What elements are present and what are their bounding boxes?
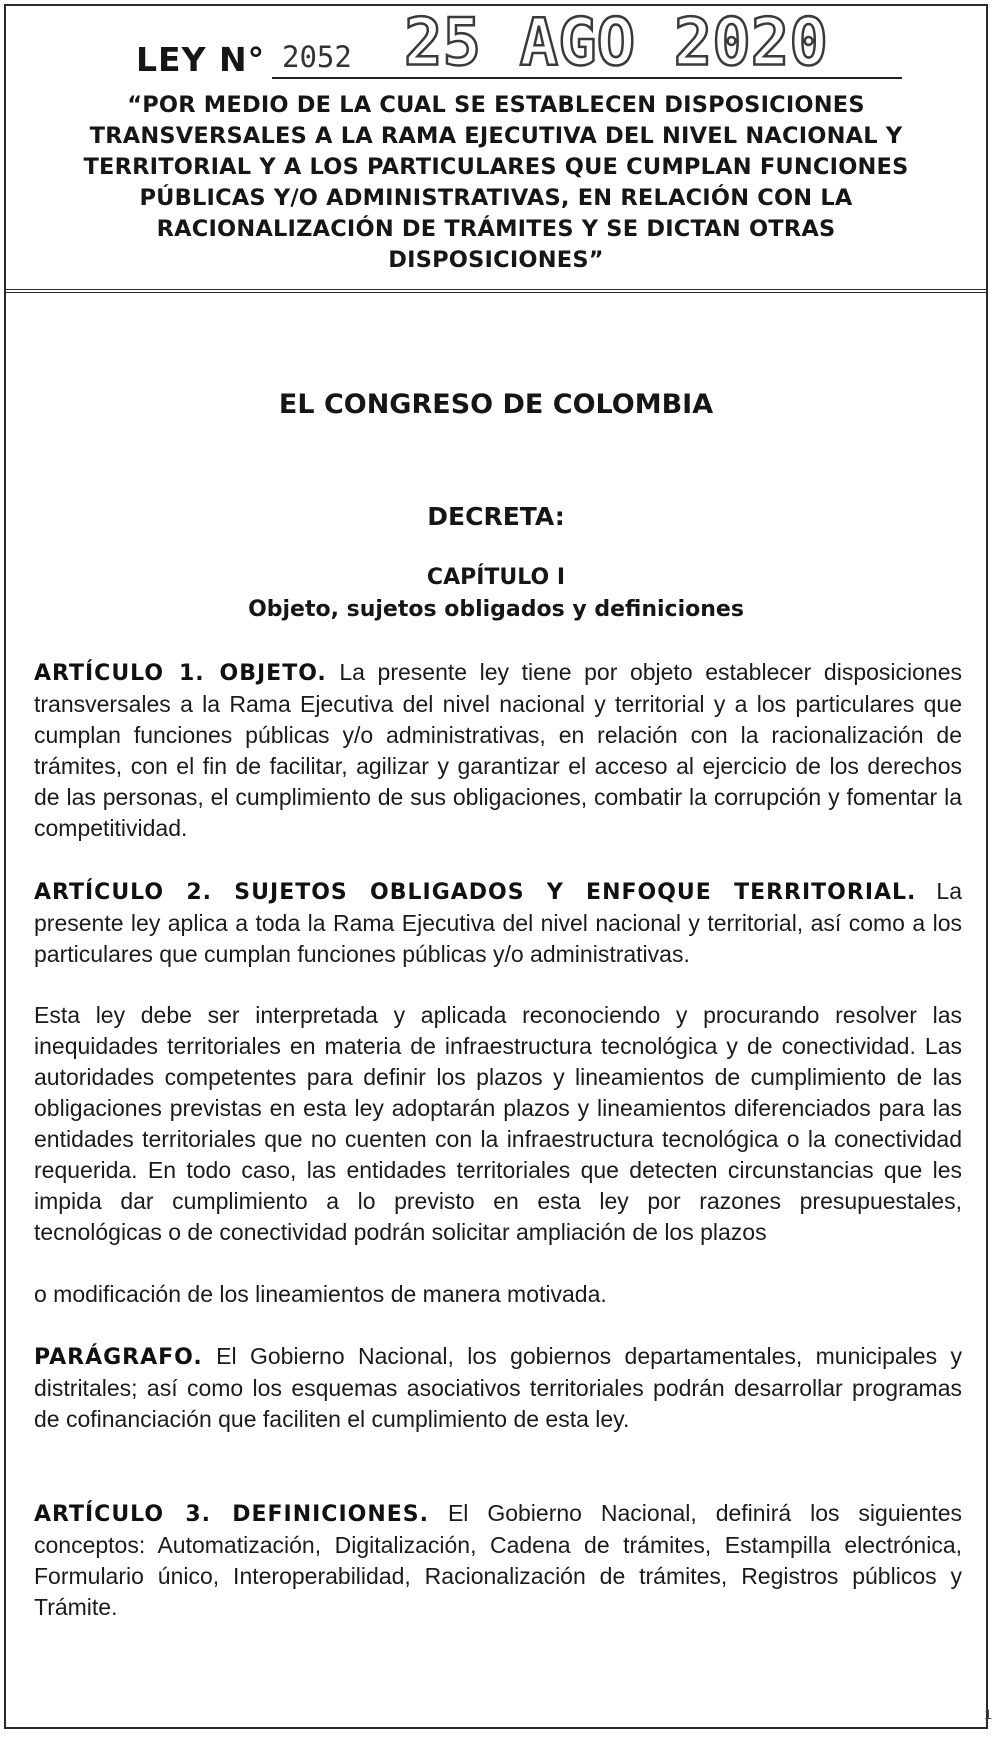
article-2-paragraph-2-continued: o modificación de los lineamientos de manera motivada.	[34, 1281, 607, 1307]
article-2	[34, 876, 962, 970]
paragraph-note-text: El Gobierno Nacional, los gobiernos departamentales, municipales y distritales; así como los esquemas asociativos territoriales podrán desarrollar programas de cofinanciación que faciliten el cumplimiento de esta ley.	[34, 1343, 962, 1432]
paragraph-note-heading: PARÁGRAFO.	[34, 1345, 203, 1370]
article-2-paragraph-2: Esta ley debe ser interpretada y aplicada reconociendo y procurando resolver las inequidades territoriales en materia de infraestructura tecnológica y de conectividad. Las autoridades competentes para definir los plazos y lineamientos de cumplimiento de las obligaciones previstas en esta ley adoptarán plazos y lineamientos diferenciados para las entidades territoriales que no cuenten con la infraestructura tecnológica o la conectividad requerida. En todo caso, las entidades territoriales que detecten circunstancias que les impida dar cumplimiento a lo previsto en esta ley por razones presupuestales, tecnológicas o de conectividad podrán solicitar ampliación de los plazos	[34, 1002, 962, 1245]
chapter-number: CAPÍTULO I	[426, 565, 566, 590]
page-number: 1	[984, 1706, 992, 1722]
article-3-text: El Gobierno Nacional, definirá los siguientes conceptos: Automatización, Digitalización, Cadena de trámites, Estampilla electrónica, Formulario único, Interoperabilidad, Racionalización de trámites, Registros públicos y Trámite.	[34, 1500, 962, 1620]
article-3	[34, 1498, 962, 1623]
law-number-line	[134, 5, 934, 81]
law-header	[6, 6, 986, 293]
law-number: 2052	[282, 40, 352, 74]
law-title: “POR MEDIO DE LA CUAL SE ESTABLECEN DISPOSICIONES TRANSVERSALES A LA RAMA EJECUTIVA DEL NIVEL NACIONAL Y TERRITORIAL Y A LOS PARTICULARES QUE CUMPLAN FUNCIONES PÚBLICAS Y/O ADMINISTRATIVAS, EN RELACIÓN CON LA RACIONALIZACIÓN DE TRÁMITES Y SE DICTAN OTRAS DISPOSICIONES”	[83, 92, 909, 273]
decree-heading: DECRETA:	[427, 502, 565, 531]
page-frame	[4, 4, 988, 1729]
chapter-title: Objeto, sujetos obligados y definiciones	[248, 597, 744, 622]
law-label: LEY N°	[136, 40, 266, 79]
article-3-heading: ARTÍCULO 3. DEFINICIONES.	[34, 1502, 429, 1527]
article-2-text: La presente ley aplica a toda la Rama Ejecutiva del nivel nacional y territorial, así como a los particulares que cumplan funciones públicas y/o administrativas.	[34, 878, 962, 967]
article-1	[34, 657, 962, 844]
article-2-heading: ARTÍCULO 2. SUJETOS OBLIGADOS Y ENFOQUE TERRITORIAL.	[34, 880, 917, 905]
issuing-body: EL CONGRESO DE COLOMBIA	[278, 389, 714, 420]
article-1-heading: ARTÍCULO 1. OBJETO.	[34, 661, 327, 686]
article-1-text: La presente ley tiene por objeto establecer disposiciones transversales a la Rama Ejecutiva del nivel nacional y territorial y a los particulares que cumplan funciones públicas y/o administrativas, en relación con la racionalización de trámites, con el fin de facilitar, agilizar y garantizar el acceso al ejercicio de los derechos de las personas, el cumplimiento de sus obligaciones, combatir la corrupción y fomentar la competitividad.	[34, 659, 962, 841]
paragraph-note	[34, 1341, 962, 1435]
law-number-underline	[272, 77, 902, 79]
date-stamp: 25 AGO 2020	[404, 5, 828, 81]
